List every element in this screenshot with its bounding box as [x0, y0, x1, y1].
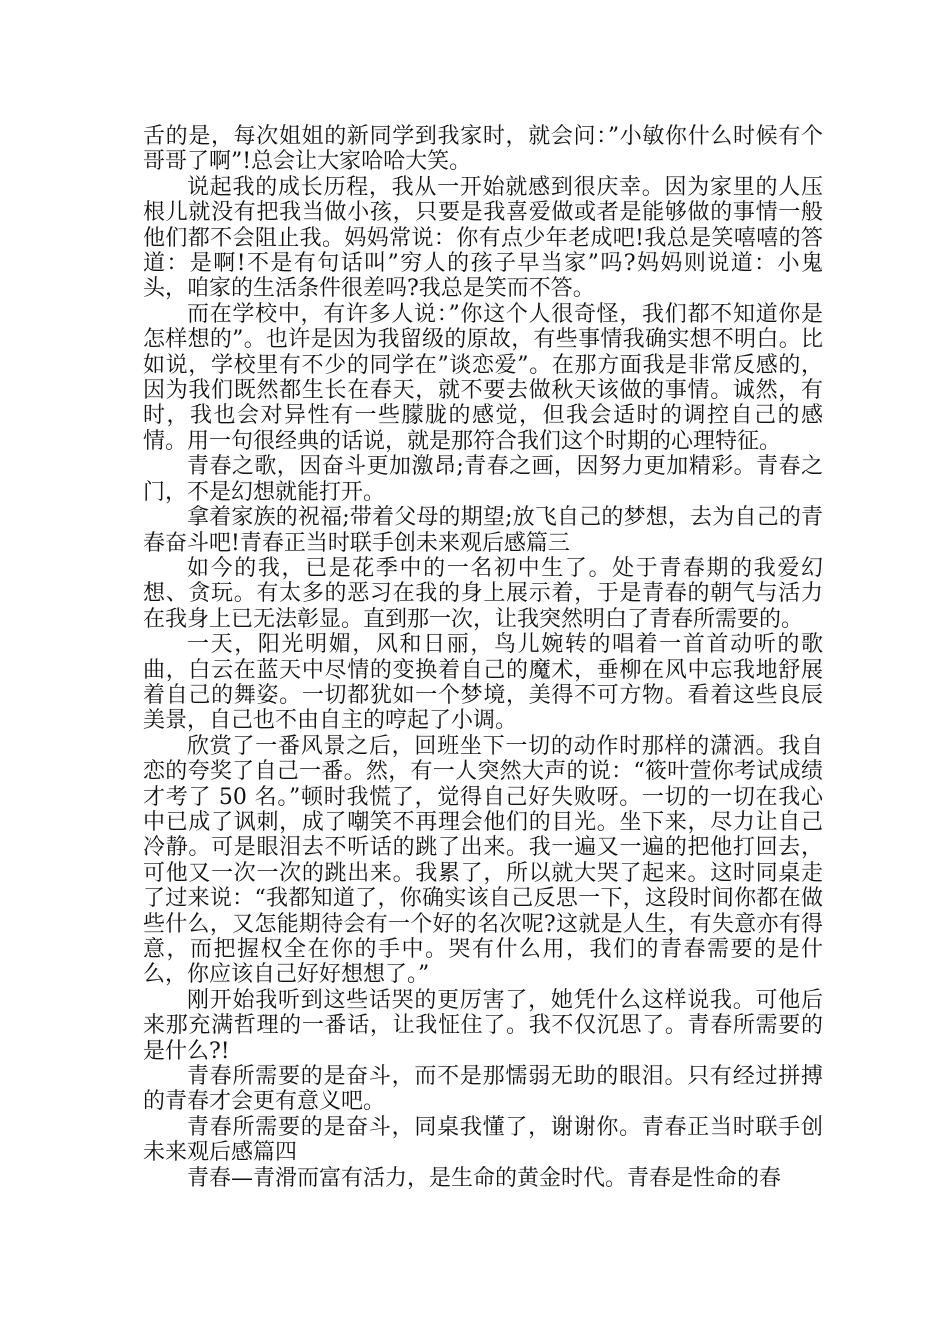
- paragraph: 青春所需要的是奋斗，同桌我懂了，谢谢你。青春正当时联手创未来观后感篇四: [143, 1114, 823, 1166]
- paragraph: 一天，阳光明媚，风和日丽，鸟儿婉转的唱着一首首动听的歌曲，白云在蓝天中尽情的变换着自己的魔术，垂柳在风中忘我地舒展着自己的舞姿。一切都犹如一个梦境，美得不可方物。看着这些良辰美景，自己也不由自主的哼起了小调。: [143, 632, 823, 734]
- paragraph: 青春—青滑而富有活力，是生命的黄金时代。青春是性命的春: [187, 1165, 782, 1191]
- paragraph: 说起我的成长历程，我从一开始就感到很庆幸。因为家里的人压根儿就没有把我当做小孩，只要是我喜爱做或者是能够做的事情一般他们都不会阻止我。妈妈常说：你有点少年老成吧!我总是笑嘻嘻的答道：是啊!不是有句话叫”穷人的孩子早当家”吗?妈妈则说道：小鬼头，咱家的生活条件很差吗?我总是笑而不答。: [143, 174, 823, 302]
- paragraph: 拿着家族的祝福;带着父母的期望;放飞自己的梦想，去为自己的青春奋斗吧!青春正当时联手创未来观后感篇三: [143, 505, 823, 556]
- paragraph: 刚开始我听到这些话哭的更厉害了，她凭什么这样说我。可他后来那充满哲理的一番话，让我怔住了。我不仅沉思了。青春所需要的是什么?!: [143, 987, 823, 1064]
- paragraph: 青春之歌，因奋斗更加激昂;青春之画，因努力更加精彩。青春之门，不是幻想就能打开。: [143, 454, 823, 505]
- document-body: [143, 124, 823, 1191]
- paragraph: 欣赏了一番风景之后，回班坐下一切的动作时那样的潇洒。我自恋的夸奖了自己一番。然，有一人突然大声的说：“筱叶萱你考试成绩才考了 50 名。”顿时我慌了，觉得自己好失败呀。一切的一切在我心中已成了讽刺，成了嘲笑不再理会他们的目光。坐下来，尽力让自己冷静。可是眼泪去不听话的跳了出来。我一遍又一遍的把他打回去，可他又一次一次的跳出来。我累了，所以就大哭了起来。这时同桌走了过来说：“我都知道了，你确实该自己反思一下，这段时间你都在做些什么，又怎能期待会有一个好的名次呢?这就是人生，有失意亦有得意，而把握权全在你的手中。哭有什么用，我们的青春需要的是什么，你应该自己好好想想了。”: [143, 733, 823, 988]
- paragraph: 而在学校中，有许多人说：”你这个人很奇怪，我们都不知道你是怎样想的”。也许是因为我留级的原故，有些事情我确实想不明白。比如说，学校里有不少的同学在”谈恋爱”。在那方面我是非常反感的，因为我们既然都生长在春天，就不要去做秋天该做的事情。诚然，有时，我也会对异性有一些朦胧的感觉，但我会适时的调控自己的感情。用一句很经典的话说，就是那符合我们这个时期的心理特征。: [143, 301, 823, 454]
- paragraph: 如今的我，已是花季中的一名初中生了。处于青春期的我爱幻想、贪玩。有太多的恶习在我的身上展示着，于是青春的朝气与活力在我身上已无法彰显。直到那一次，让我突然明白了青春所需要的。: [143, 555, 823, 632]
- paragraph: 舌的是，每次姐姐的新同学到我家时，就会问：”小敏你什么时候有个哥哥了啊”!总会让大家哈哈大笑。: [143, 124, 823, 175]
- paragraph: 青春所需要的是奋斗，而不是那懦弱无助的眼泪。只有经过拼搏的青春才会更有意义吧。: [143, 1064, 823, 1115]
